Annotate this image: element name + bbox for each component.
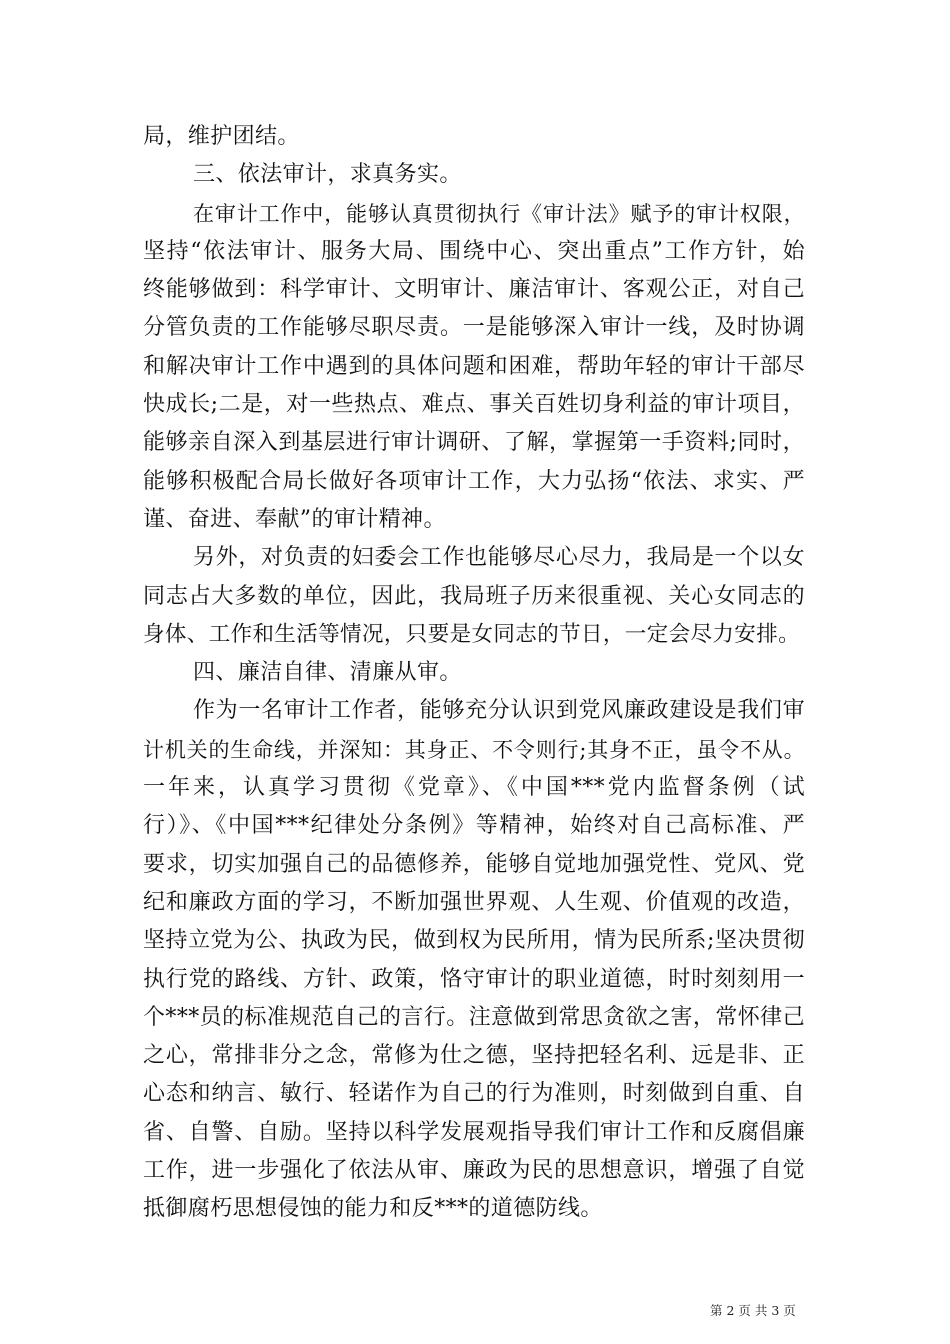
text-line: 快成长;二是，对一些热点、难点、事关百姓切身利益的审计项目， (143, 392, 805, 418)
text-line: 个***员的标准规范自己的言行。注意做到常思贪欲之害，常怀律己 (143, 1004, 805, 1030)
text-line: 抵御腐朽思想侵蚀的能力和反***的道德防线。 (143, 1196, 603, 1222)
text-line: 纪和廉政方面的学习，不断加强世界观、人生观、价值观的改造， (143, 889, 805, 915)
text-line: 终能够做到：科学审计、文明审计、廉洁审计、客观公正，对自己 (143, 277, 805, 303)
text-line: 分管负责的工作能够尽职尽责。一是能够深入审计一线，及时协调 (143, 315, 805, 341)
text-line: 能够亲自深入到基层进行审计调研、了解，掌握第一手资料;同时， (143, 430, 805, 456)
text-line: 行）》、《中国***纪律处分条例》等精神，始终对自己高标准、严 (143, 813, 805, 839)
text-line: 能够积极配合局长做好各项审计工作，大力弘扬“依法、求实、严 (143, 468, 805, 494)
text-line: 一年来，认真学习贯彻《党章》、《中国***党内监督条例（试 (143, 775, 805, 801)
text-line: 身体、工作和生活等情况，只要是女同志的节日，一定会尽力安排。 (143, 621, 801, 647)
text-line: 作为一名审计工作者，能够充分认识到党风廉政建设是我们审 (193, 698, 805, 724)
text-line: 谨、奋进、奉献”的审计精神。 (143, 506, 446, 532)
text-line: 之心，常排非分之念，常修为仕之德，坚持把轻名利、远是非、正 (143, 1043, 805, 1069)
text-line: 和解决审计工作中遇到的具体问题和困难，帮助年轻的审计干部尽 (143, 353, 805, 379)
page-number-footer: 第 2 页 共 3 页 (710, 1303, 796, 1318)
text-line: 执行党的路线、方针、政策，恪守审计的职业道德，时时刻刻用一 (143, 966, 805, 992)
text-line: 同志占大多数的单位，因此，我局班子历来很重视、关心女同志的 (143, 583, 805, 609)
text-line: 四、廉洁自律、清廉从审。 (193, 660, 462, 686)
text-line: 在审计工作中，能够认真贯彻执行《审计法》赋予的审计权限， (193, 201, 805, 226)
text-line: 坚持立党为公、执政为民，做到权为民所用，情为民所系;坚决贯彻 (143, 928, 805, 954)
document-body (143, 118, 805, 1229)
text-line: 工作，进一步强化了依法从审、廉政为民的思想意识，增强了自觉 (143, 1158, 805, 1184)
text-line: 三、依法审计，求真务实。 (193, 162, 462, 188)
text-line: 局，维护团结。 (143, 124, 300, 149)
text-line: 省、自警、自励。坚持以科学发展观指导我们审计工作和反腐倡廉 (143, 1119, 805, 1145)
text-line: 另外，对负责的妇委会工作也能够尽心尽力，我局是一个以女 (193, 545, 805, 571)
text-line: 坚持“依法审计、服务大局、围绕中心、突出重点”工作方针，始 (143, 238, 805, 264)
text-line: 心态和纳言、敏行、轻诺作为自己的行为准则，时刻做到自重、自 (143, 1081, 805, 1107)
text-line: 要求，切实加强自己的品德修养，能够自觉地加强党性、党风、党 (143, 851, 805, 877)
text-line: 计机关的生命线，并深知：其身正、不令则行;其身不正，虽令不从。 (143, 737, 805, 762)
